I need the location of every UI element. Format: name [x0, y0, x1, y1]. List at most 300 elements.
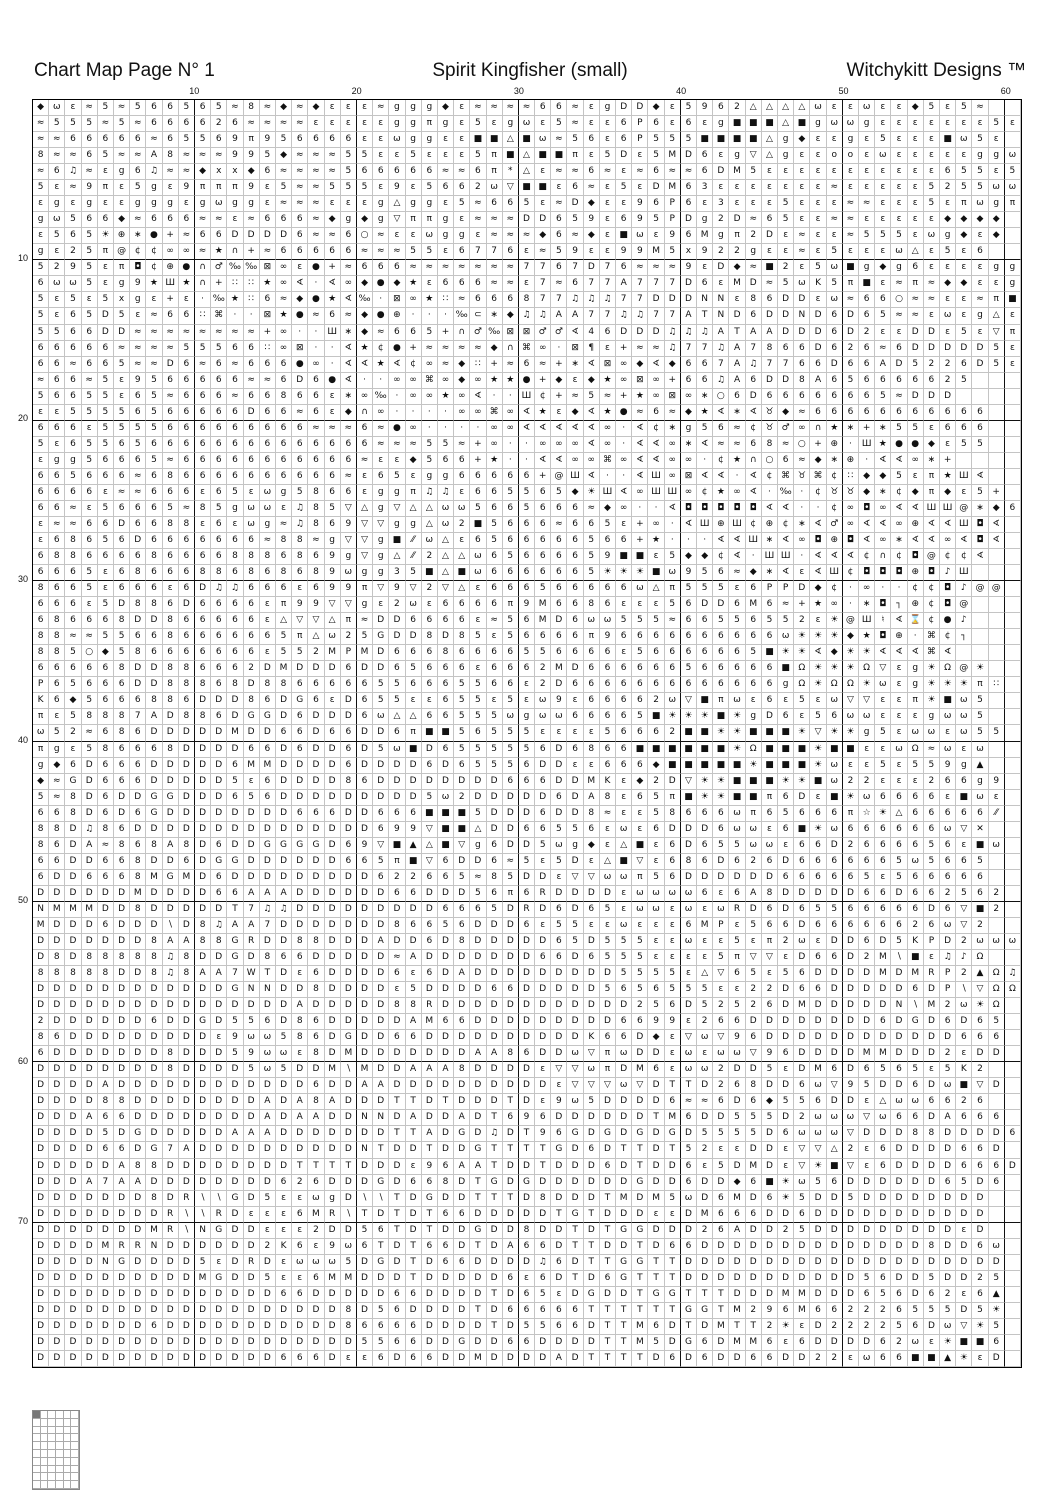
- chart-cell: T: [600, 1319, 616, 1335]
- chart-cell: [1005, 1303, 1021, 1319]
- chart-cell: 8: [227, 549, 243, 565]
- chart-cell: g: [438, 212, 454, 228]
- chart-cell: 6: [535, 806, 551, 822]
- chart-cell: 6: [470, 645, 486, 661]
- chart-cell: D: [276, 870, 292, 886]
- chart-cell: 5: [487, 533, 503, 549]
- chart-cell: D: [325, 886, 341, 902]
- chart-cell: ♫: [260, 902, 276, 918]
- chart-cell: D: [244, 1351, 260, 1367]
- chart-cell: 8: [98, 709, 114, 725]
- chart-cell: 5: [454, 693, 470, 709]
- chart-cell: 5: [438, 437, 454, 453]
- chart-cell: 6: [616, 260, 632, 276]
- chart-cell: 5: [227, 1014, 243, 1030]
- chart-cell: 6: [827, 709, 843, 725]
- chart-cell: 9: [632, 244, 648, 260]
- chart-cell: 6: [665, 677, 681, 693]
- chart-cell: ɛ: [195, 485, 211, 501]
- chart-cell: [1005, 950, 1021, 966]
- chart-cell: 6: [681, 116, 697, 132]
- chart-cell: g: [843, 132, 859, 148]
- chart-cell: D: [519, 1207, 535, 1223]
- chart-cell: 6: [308, 1271, 324, 1287]
- chart-cell: G: [681, 1335, 697, 1351]
- chart-cell: D: [292, 1142, 308, 1158]
- chart-cell: T: [519, 1142, 535, 1158]
- chart-cell: ■: [827, 1159, 843, 1175]
- chart-cell: P: [632, 116, 648, 132]
- chart-cell: 5: [616, 966, 632, 982]
- chart-cell: ≈: [778, 597, 794, 613]
- chart-cell: D: [227, 1271, 243, 1287]
- chart-cell: ≈: [681, 164, 697, 180]
- chart-cell: 9: [244, 180, 260, 196]
- chart-cell: 6: [211, 517, 227, 533]
- chart-cell: ω: [438, 517, 454, 533]
- chart-cell: 6: [616, 982, 632, 998]
- chart-cell: D: [49, 1142, 65, 1158]
- chart-cell: D: [584, 1175, 600, 1191]
- chart-cell: D: [632, 1191, 648, 1207]
- chart-cell: D: [389, 1014, 405, 1030]
- chart-cell: 6: [438, 613, 454, 629]
- chart-cell: 8: [276, 533, 292, 549]
- chart-cell: A: [487, 1046, 503, 1062]
- chart-cell: 6: [130, 742, 146, 758]
- chart-cell: D: [33, 1271, 49, 1287]
- chart-cell: D: [146, 1078, 162, 1094]
- chart-cell: D: [227, 1223, 243, 1239]
- chart-cell: [989, 661, 1005, 677]
- chart-cell: D: [924, 1319, 940, 1335]
- chart-cell: 5: [227, 1046, 243, 1062]
- page-map-cell: [56, 1434, 64, 1442]
- chart-cell: ɛ: [875, 196, 891, 212]
- chart-cell: D: [843, 1014, 859, 1030]
- chart-cell: ♫: [65, 164, 81, 180]
- chart-cell: 5: [778, 806, 794, 822]
- chart-cell: G: [616, 1255, 632, 1271]
- chart-cell: D: [827, 966, 843, 982]
- chart-cell: ɛ: [843, 164, 859, 180]
- chart-cell: ɛ: [810, 292, 826, 308]
- chart-cell: ▽: [956, 902, 972, 918]
- chart-cell: 8: [49, 613, 65, 629]
- chart-cell: 6: [227, 405, 243, 421]
- chart-cell: ∞: [163, 244, 179, 260]
- chart-cell: D: [891, 1046, 907, 1062]
- chart-cell: 6: [616, 116, 632, 132]
- chart-cell: g: [438, 469, 454, 485]
- chart-cell: 5: [98, 373, 114, 389]
- chart-cell: D: [600, 1239, 616, 1255]
- chart-cell: D: [276, 1159, 292, 1175]
- chart-cell: D: [567, 1351, 583, 1367]
- chart-cell: 6: [195, 453, 211, 469]
- chart-cell: 8: [49, 549, 65, 565]
- chart-cell: 6: [308, 389, 324, 405]
- chart-cell: ≈: [487, 228, 503, 244]
- chart-cell: D: [195, 806, 211, 822]
- chart-cell: 8: [163, 613, 179, 629]
- chart-cell: 9: [551, 693, 567, 709]
- chart-cell: 2: [924, 357, 940, 373]
- chart-cell: D: [65, 1094, 81, 1110]
- chart-cell: 6: [567, 533, 583, 549]
- chart-cell: g: [130, 196, 146, 212]
- chart-cell: ⊕: [827, 437, 843, 453]
- chart-cell: 8: [98, 950, 114, 966]
- chart-cell: D: [33, 1303, 49, 1319]
- chart-cell: 7: [648, 308, 664, 324]
- chart-cell: D: [487, 1303, 503, 1319]
- chart-cell: D: [567, 950, 583, 966]
- chart-cell: D: [65, 918, 81, 934]
- chart-cell: D: [487, 822, 503, 838]
- chart-cell: g: [49, 453, 65, 469]
- chart-cell: 6: [260, 693, 276, 709]
- page-map-cell: [41, 1419, 49, 1427]
- chart-cell: 6: [600, 533, 616, 549]
- chart-cell: 2: [713, 1062, 729, 1078]
- chart-cell: M: [697, 228, 713, 244]
- chart-cell: ■: [406, 854, 422, 870]
- chart-cell: △: [308, 629, 324, 645]
- chart-cell: 6: [859, 886, 875, 902]
- chart-cell: 6: [146, 469, 162, 485]
- chart-cell: T: [632, 1303, 648, 1319]
- chart-cell: R: [422, 998, 438, 1014]
- chart-cell: 2: [989, 902, 1005, 918]
- chart-cell: ω: [794, 276, 810, 292]
- chart-cell: ◆: [406, 453, 422, 469]
- chart-cell: D: [341, 1126, 357, 1142]
- chart-cell: ≈: [211, 148, 227, 164]
- chart-cell: 6: [891, 822, 907, 838]
- chart-cell: 5: [648, 806, 664, 822]
- chart-cell: 6: [276, 453, 292, 469]
- chart-cell: M: [535, 613, 551, 629]
- chart-cell: D: [130, 1287, 146, 1303]
- chart-cell: g: [341, 212, 357, 228]
- chart-cell: ≈: [389, 950, 405, 966]
- chart-cell: 9: [325, 581, 341, 597]
- chart-cell: D: [146, 886, 162, 902]
- chart-cell: 6: [406, 164, 422, 180]
- chart-cell: 6: [924, 918, 940, 934]
- chart-cell: T: [600, 1191, 616, 1207]
- chart-cell: ▽: [503, 180, 519, 196]
- chart-cell: 5: [778, 212, 794, 228]
- chart-cell: Ш: [567, 469, 583, 485]
- chart-cell: ω: [940, 1319, 956, 1335]
- chart-cell: D: [843, 1175, 859, 1191]
- chart-cell: 2: [292, 1175, 308, 1191]
- chart-cell: ɛ: [584, 854, 600, 870]
- chart-cell: 6: [648, 196, 664, 212]
- chart-cell: 6: [130, 164, 146, 180]
- chart-cell: ◘: [891, 565, 907, 581]
- chart-cell: D: [827, 934, 843, 950]
- chart-cell: +: [989, 485, 1005, 501]
- chart-cell: 5: [503, 758, 519, 774]
- chart-cell: D: [794, 292, 810, 308]
- chart-cell: ɛ: [1005, 357, 1021, 373]
- chart-cell: D: [244, 1223, 260, 1239]
- chart-cell: ¢: [924, 597, 940, 613]
- chart-cell: D: [503, 1319, 519, 1335]
- chart-cell: D: [65, 982, 81, 998]
- chart-cell: ɛ: [875, 276, 891, 292]
- chart-cell: ω: [616, 1078, 632, 1094]
- chart-cell: ω: [681, 1191, 697, 1207]
- chart-cell: 6: [114, 549, 130, 565]
- chart-cell: [989, 1062, 1005, 1078]
- chart-cell: ω: [438, 501, 454, 517]
- chart-cell: D: [487, 1239, 503, 1255]
- chart-cell: 6: [519, 629, 535, 645]
- chart-cell: 8: [98, 742, 114, 758]
- chart-cell: D: [972, 1207, 988, 1223]
- chart-cell: 5: [503, 870, 519, 886]
- chart-cell: G: [146, 790, 162, 806]
- chart-cell: D: [778, 982, 794, 998]
- chart-cell: 8: [33, 148, 49, 164]
- chart-cell: g: [373, 549, 389, 565]
- chart-cell: 6: [49, 581, 65, 597]
- chart-cell: [1005, 1030, 1021, 1046]
- chart-cell: 5: [616, 613, 632, 629]
- chart-cell: ■: [713, 132, 729, 148]
- chart-cell: 6: [503, 661, 519, 677]
- chart-cell: ⊠: [260, 308, 276, 324]
- chart-cell: D: [211, 822, 227, 838]
- chart-cell: 6: [632, 677, 648, 693]
- chart-cell: D: [600, 966, 616, 982]
- chart-cell: △: [908, 244, 924, 260]
- chart-cell: D: [989, 1078, 1005, 1094]
- chart-cell: ω: [422, 533, 438, 549]
- chart-cell: ▲: [940, 1351, 956, 1367]
- chart-cell: ω: [729, 693, 745, 709]
- page-map-cell: [48, 1473, 56, 1481]
- chart-cell: P: [665, 196, 681, 212]
- chart-cell: ■: [438, 806, 454, 822]
- chart-cell: 6: [33, 870, 49, 886]
- chart-cell: A: [454, 1110, 470, 1126]
- chart-cell: M: [648, 244, 664, 260]
- chart-cell: D: [227, 998, 243, 1014]
- chart-cell: D: [422, 1335, 438, 1351]
- chart-cell: D: [341, 1142, 357, 1158]
- chart-cell: D: [341, 790, 357, 806]
- chart-cell: g: [697, 212, 713, 228]
- chart-cell: D: [778, 998, 794, 1014]
- chart-cell: π: [1005, 325, 1021, 341]
- chart-cell: ·: [470, 421, 486, 437]
- chart-cell: D: [195, 950, 211, 966]
- chart-cell: 6: [114, 581, 130, 597]
- chart-cell: π: [762, 934, 778, 950]
- chart-cell: ○: [357, 228, 373, 244]
- chart-cell: [989, 1223, 1005, 1239]
- chart-cell: D: [924, 341, 940, 357]
- chart-cell: D: [503, 1014, 519, 1030]
- chart-cell: D: [357, 950, 373, 966]
- chart-cell: ♫: [746, 357, 762, 373]
- chart-cell: ☀: [778, 1319, 794, 1335]
- chart-cell: 6: [389, 1030, 405, 1046]
- chart-cell: ☀: [859, 645, 875, 661]
- chart-cell: 6: [227, 421, 243, 437]
- chart-cell: D: [114, 1287, 130, 1303]
- chart-cell: ☀: [616, 565, 632, 581]
- chart-cell: 6: [98, 758, 114, 774]
- chart-cell: ω: [891, 244, 907, 260]
- chart-cell: D: [146, 1110, 162, 1126]
- chart-cell: ∞: [357, 389, 373, 405]
- chart-cell: D: [956, 1271, 972, 1287]
- chart-cell: [1005, 1255, 1021, 1271]
- page-map-cell: [48, 1442, 56, 1450]
- chart-cell: A: [729, 373, 745, 389]
- chart-cell: T: [422, 1142, 438, 1158]
- chart-cell: D: [470, 1319, 486, 1335]
- chart-cell: ω: [989, 180, 1005, 196]
- chart-cell: 6: [130, 581, 146, 597]
- chart-cell: ɛ: [632, 806, 648, 822]
- chart-cell: 2: [406, 870, 422, 886]
- chart-cell: ∷: [195, 308, 211, 324]
- chart-cell: 6: [98, 517, 114, 533]
- chart-cell: D: [227, 1142, 243, 1158]
- chart-cell: T: [681, 1319, 697, 1335]
- chart-cell: 8: [292, 934, 308, 950]
- chart-cell: 6: [875, 1159, 891, 1175]
- chart-cell: ∞: [827, 597, 843, 613]
- chart-cell: ▽: [373, 838, 389, 854]
- chart-cell: ◘: [810, 533, 826, 549]
- chart-cell: ·: [454, 421, 470, 437]
- chart-cell: N: [260, 982, 276, 998]
- chart-cell: ∢: [746, 405, 762, 421]
- chart-cell: ☀: [778, 774, 794, 790]
- chart-cell: D: [341, 1078, 357, 1094]
- chart-cell: 5: [956, 180, 972, 196]
- chart-cell: M: [308, 1207, 324, 1223]
- chart-cell: T: [665, 1142, 681, 1158]
- chart-cell: 6: [308, 581, 324, 597]
- chart-cell: 6: [227, 886, 243, 902]
- chart-cell: ♫: [535, 308, 551, 324]
- chart-cell: ɛ: [292, 1191, 308, 1207]
- chart-cell: 6: [470, 469, 486, 485]
- chart-cell: ◆: [357, 325, 373, 341]
- chart-cell: D: [762, 709, 778, 725]
- chart-cell: ɛ: [535, 196, 551, 212]
- chart-cell: 6: [503, 1303, 519, 1319]
- chart-cell: ɛ: [940, 790, 956, 806]
- chart-cell: 2: [697, 1014, 713, 1030]
- chart-cell: D: [211, 790, 227, 806]
- chart-cell: 6: [227, 469, 243, 485]
- chart-cell: R: [325, 1207, 341, 1223]
- chart-cell: 6: [276, 1175, 292, 1191]
- chart-cell: ∢: [875, 645, 891, 661]
- chart-cell: ●: [389, 421, 405, 437]
- chart-cell: 5: [794, 1094, 810, 1110]
- chart-cell: D: [130, 1303, 146, 1319]
- chart-cell: △: [600, 854, 616, 870]
- chart-cell: 6: [794, 1078, 810, 1094]
- chart-cell: π: [567, 148, 583, 164]
- chart-cell: ω: [827, 774, 843, 790]
- chart-cell: 5: [567, 212, 583, 228]
- chart-cell: D: [924, 1223, 940, 1239]
- chart-cell: ◆: [681, 549, 697, 565]
- chart-cell: D: [940, 1223, 956, 1239]
- chart-cell: D: [114, 806, 130, 822]
- chart-cell: 5: [972, 485, 988, 501]
- chart-cell: 5: [276, 180, 292, 196]
- chart-cell: ▽: [713, 1030, 729, 1046]
- chart-cell: ɛ: [648, 1207, 664, 1223]
- chart-cell: ɛ: [665, 116, 681, 132]
- chart-cell: D: [292, 1319, 308, 1335]
- chart-cell: ω: [341, 565, 357, 581]
- chart-cell: D: [373, 1046, 389, 1062]
- chart-cell: ≈: [924, 742, 940, 758]
- chart-cell: D: [794, 1030, 810, 1046]
- chart-cell: 5: [989, 1319, 1005, 1335]
- chart-cell: ■: [746, 790, 762, 806]
- chart-cell: ɛ: [130, 308, 146, 324]
- chart-cell: A: [422, 1126, 438, 1142]
- chart-cell: ∞: [487, 437, 503, 453]
- chart-cell: ɛ: [810, 613, 826, 629]
- chart-cell: [989, 950, 1005, 966]
- chart-cell: D: [33, 934, 49, 950]
- chart-cell: 6: [325, 244, 341, 260]
- chart-cell: P: [940, 966, 956, 982]
- chart-cell: 6: [325, 437, 341, 453]
- chart-cell: G: [632, 1175, 648, 1191]
- chart-cell: ω: [940, 822, 956, 838]
- chart-cell: 5: [924, 180, 940, 196]
- chart-cell: ≈: [179, 164, 195, 180]
- chart-cell: 9: [551, 1094, 567, 1110]
- chart-cell: D: [810, 325, 826, 341]
- chart-cell: 8: [114, 950, 130, 966]
- chart-cell: D: [227, 1062, 243, 1078]
- chart-cell: D: [179, 1255, 195, 1271]
- page-map-cell: [71, 1458, 79, 1466]
- chart-cell: ω: [308, 1255, 324, 1271]
- chart-cell: △: [697, 966, 713, 982]
- chart-cell: D: [260, 1078, 276, 1094]
- chart-cell: ◆: [276, 100, 292, 116]
- chart-cell: D: [292, 1335, 308, 1351]
- chart-cell: 6: [244, 613, 260, 629]
- chart-cell: D: [762, 1030, 778, 1046]
- chart-cell: D: [406, 1142, 422, 1158]
- chart-cell: ∢: [908, 501, 924, 517]
- chart-cell: D: [373, 758, 389, 774]
- chart-cell: D: [746, 389, 762, 405]
- chart-cell: 8: [211, 934, 227, 950]
- chart-cell: D: [551, 1175, 567, 1191]
